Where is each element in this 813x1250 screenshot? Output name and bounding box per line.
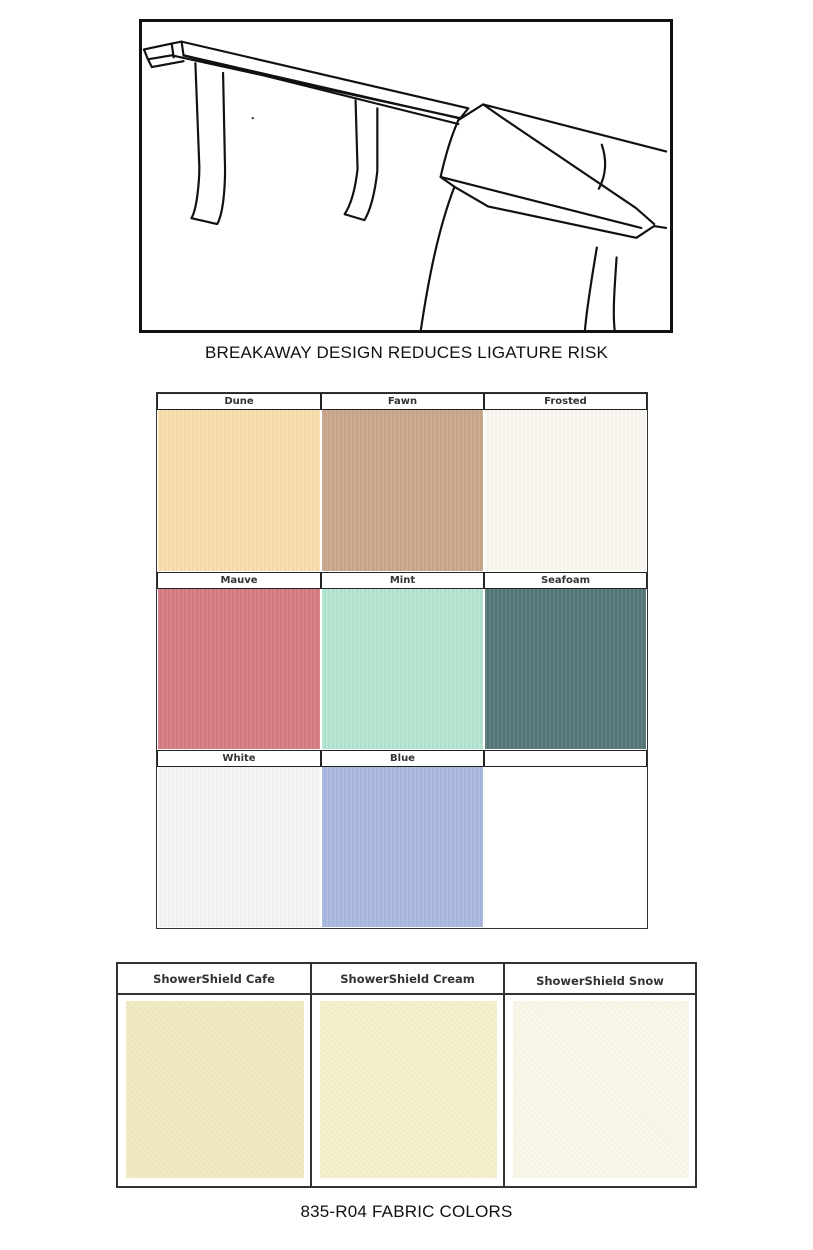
color-swatch bbox=[485, 767, 646, 927]
color-label: Fawn bbox=[321, 393, 484, 410]
color-label: Mauve bbox=[157, 572, 321, 589]
fabric-color-grid bbox=[156, 392, 648, 929]
color-label: Seafoam bbox=[484, 572, 647, 589]
color-swatch bbox=[322, 589, 483, 749]
color-cell-blue bbox=[321, 750, 484, 928]
color-label: Mint bbox=[321, 572, 484, 589]
showershield-swatch bbox=[320, 1001, 497, 1178]
color-swatch bbox=[158, 767, 320, 927]
color-label: Dune bbox=[157, 393, 321, 410]
color-cell-empty bbox=[484, 750, 647, 928]
color-label: White bbox=[157, 750, 321, 767]
breakaway-caption: BREAKAWAY DESIGN REDUCES LIGATURE RISK bbox=[204, 343, 609, 362]
color-swatch bbox=[322, 410, 483, 571]
color-swatch bbox=[322, 767, 483, 927]
color-label bbox=[484, 750, 647, 767]
color-cell-seafoam bbox=[484, 572, 647, 750]
curtain-breakaway-track-illustration-icon bbox=[142, 22, 670, 330]
color-label: Blue bbox=[321, 750, 484, 767]
color-swatch bbox=[485, 589, 646, 749]
color-cell-dune bbox=[157, 393, 321, 572]
color-swatch bbox=[158, 589, 320, 749]
showershield-label: ShowerShield Snow bbox=[505, 964, 695, 995]
color-cell-fawn bbox=[321, 393, 484, 572]
showershield-label: ShowerShield Cafe bbox=[118, 964, 310, 995]
showershield-label: ShowerShield Cream bbox=[312, 964, 503, 995]
showershield-snow-column bbox=[503, 964, 695, 1186]
color-cell-mint bbox=[321, 572, 484, 750]
showershield-cream-column bbox=[310, 964, 503, 1186]
curtain-breakaway-illustration bbox=[139, 19, 673, 333]
showershield-swatch bbox=[513, 1001, 689, 1178]
color-swatch bbox=[485, 410, 646, 571]
color-cell-white bbox=[157, 750, 321, 928]
color-swatch bbox=[158, 410, 320, 571]
fabric-colors-caption: 835-R04 FABRIC COLORS bbox=[300, 1202, 513, 1221]
color-cell-mauve bbox=[157, 572, 321, 750]
showershield-color-table bbox=[116, 962, 697, 1188]
color-cell-frosted bbox=[484, 393, 647, 572]
showershield-cafe-column bbox=[118, 964, 310, 1186]
color-label: Frosted bbox=[484, 393, 647, 410]
showershield-swatch bbox=[126, 1001, 304, 1178]
